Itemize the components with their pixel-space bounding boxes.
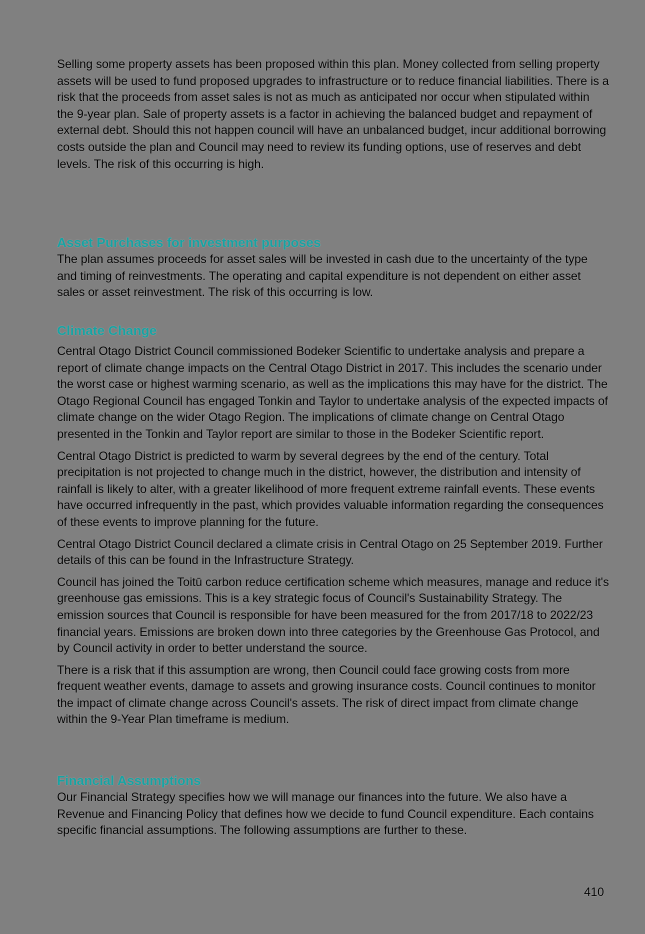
page-number: 410: [584, 885, 605, 899]
heading-asset-purchases: Asset Purchases for investment purposes: [57, 235, 321, 250]
section-asset-sales: [57, 56, 609, 172]
paragraph-climate-change-5: There is a risk that if this assumption are wrong, then Council could face growing costs from more frequent weather events, damage to assets and growing insurance costs. Council continues to monitor the impact of climate change across Council's assets. The risk of direct impact from climate change within the 9-Year Plan timeframe is medium.: [57, 662, 596, 727]
paragraph-climate-change-1: Central Otago District Council commissioned Bodeker Scientific to undertake analysis and prepare a report of climate change impacts on the Central Otago District in 2017. This includes the scenario under the worst case or highest warming scenario, as well as the implications this may have for the district. The Otago Regional Council has engaged Tonkin and Taylor to undertake analysis of the expected impacts of climate change on the wider Otago Region. The implications of climate change on Central Otago presented in the Tonkin and Taylor report are similar to those in the Bodeker Scientific report.: [57, 344, 608, 441]
section-financial-assumptions: [57, 772, 609, 839]
paragraph-financial-assumptions: Our Financial Strategy specifies how we will manage our finances into the future. We also have a Revenue and Financing Policy that defines how we decide to fund Council expenditure. Each contains specific financial assumptions. The following assumptions are further to these.: [57, 790, 594, 838]
heading-climate-change: Climate Change: [57, 323, 157, 338]
heading-financial-assumptions: Financial Assumptions: [57, 773, 201, 788]
paragraph-climate-change-3: Central Otago District Council declared a climate crisis in Central Otago on 25 September 2019. Further details of this can be found in the Infrastructure Strategy.: [57, 536, 603, 568]
section-asset-purchases: [57, 234, 609, 301]
section-climate-change: [57, 322, 609, 728]
paragraph-asset-purchases: The plan assumes proceeds for asset sales will be invested in cash due to the uncertainty of the type and timing of reinvestments. The operating and capital expenditure is not dependent on either asset sales or asset reinvestment. The risk of this occurring is low.: [57, 252, 588, 300]
paragraph-asset-sales: Selling some property assets has been proposed within this plan. Money collected from selling property assets will be used to fund proposed upgrades to infrastructure or to reduce financial liabilities. There is a risk that the proceeds from asset sales is not as much as anticipated nor occur when stipulated within the 9-year plan. Sale of property assets is a factor in achieving the balanced budget and repayment of external debt. Should this not happen council will have an unbalanced budget, incur additional borrowing costs outside the plan and Council may need to review its funding options, use of reserves and debt levels. The risk of this occurring is high.: [57, 57, 609, 171]
paragraph-climate-change-4: Council has joined the Toitū carbon reduce certification scheme which measures, manage and reduce it's greenhouse gas emissions. This is a key strategic focus of Council's Sustainability Strategy. The emission sources that Council is responsible for have been measured for the from 2017/18 to 2022/23 financial years. Emissions are broken down into three categories by the Greenhouse Gas Protocol, and by Council activity in order to better understand the source.: [57, 574, 609, 656]
paragraph-climate-change-2: Central Otago District is predicted to warm by several degrees by the end of the century. Total precipitation is not projected to change much in the district, however, the distribution and intensity of rainfall is likely to alter, with a greater likelihood of more frequent extreme rainfall events. These events have occurred infrequently in the past, which provides valuable information regarding the consequences of these events to improve planning for the future.: [57, 448, 604, 529]
